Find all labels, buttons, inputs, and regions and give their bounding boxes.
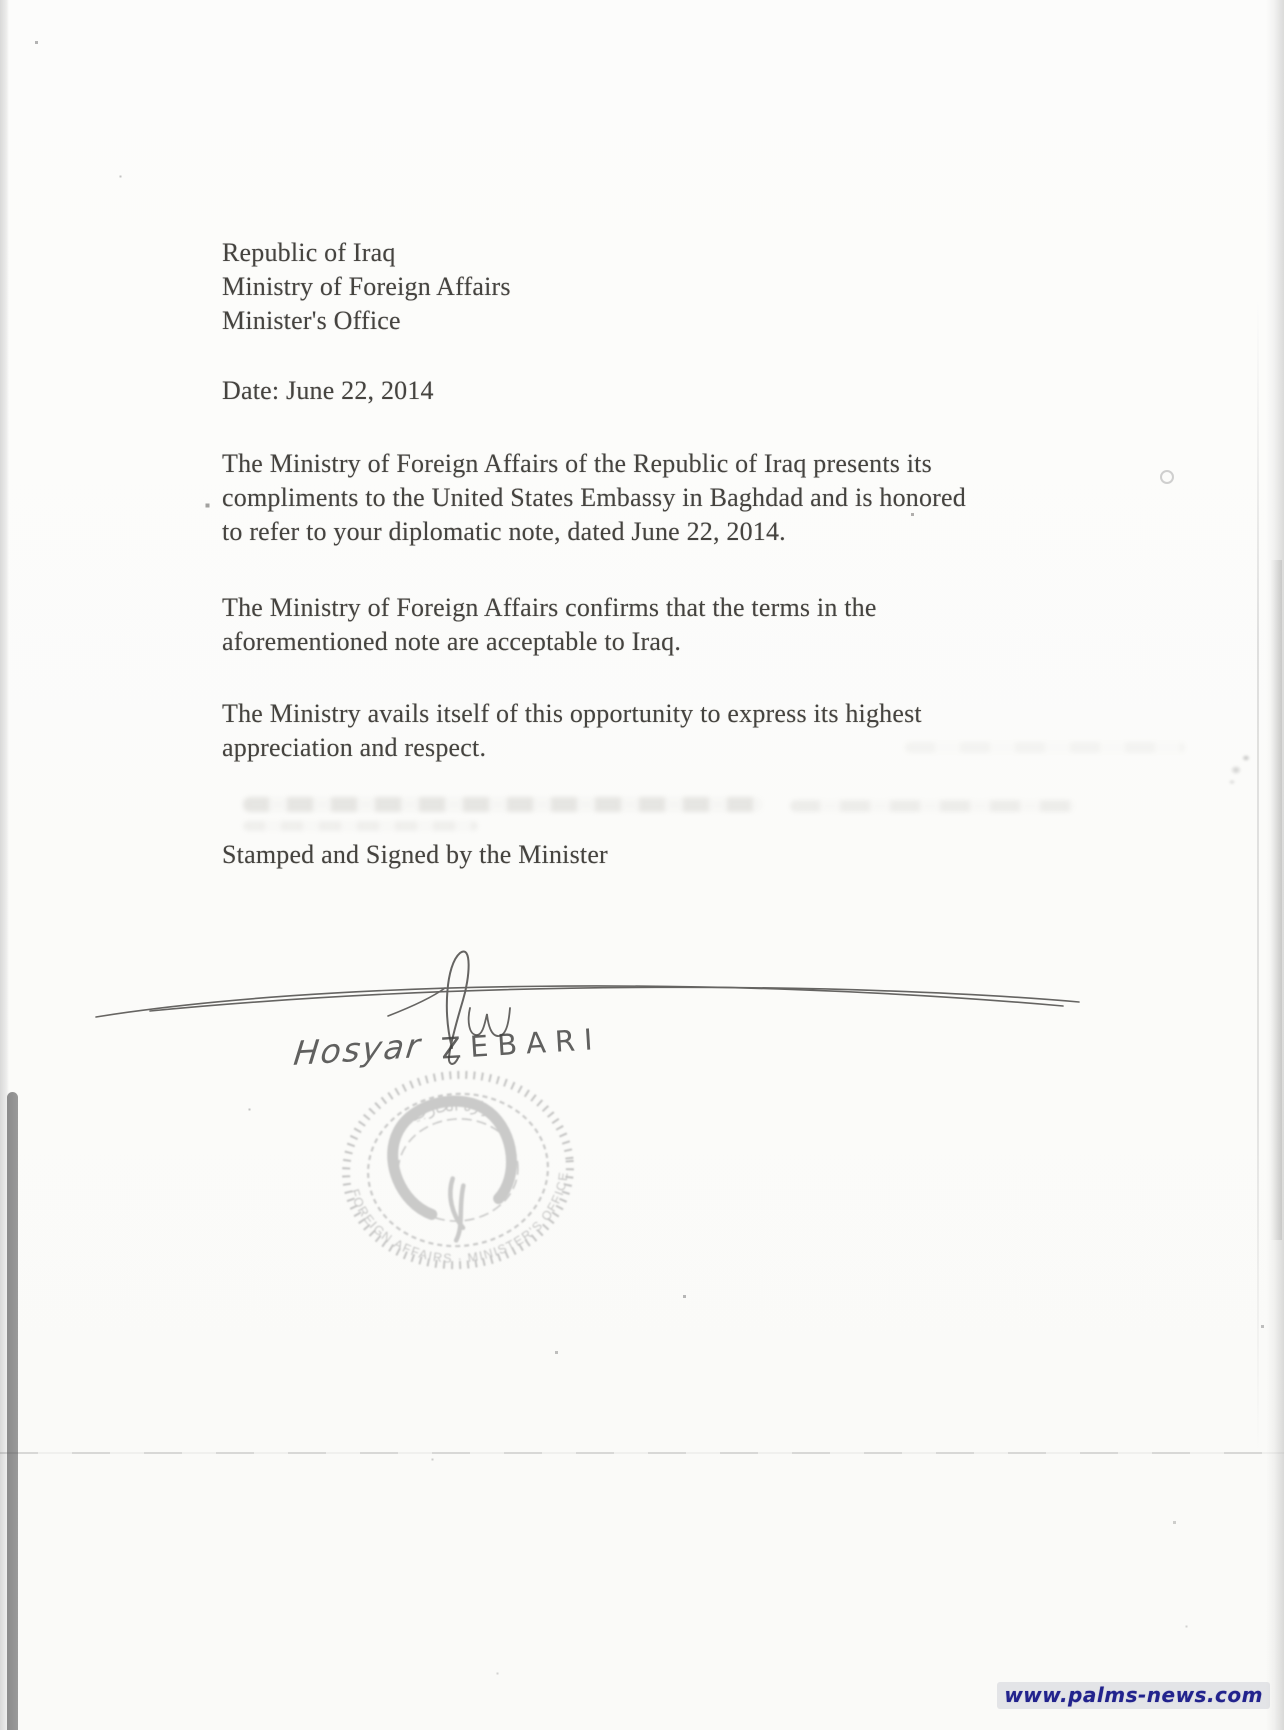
- signature-last-name: ZEBARI: [439, 1021, 603, 1066]
- bleedthrough-band: [243, 821, 478, 831]
- paragraph-line: compliments to the United States Embassy in Baghdad and is honored: [222, 483, 966, 512]
- stamp-emblem-figure: [449, 1178, 468, 1241]
- signature-first-name: Hosyar: [291, 1025, 424, 1073]
- signature-flourish-line: [96, 986, 1063, 1017]
- paragraph-closing-courtesy: [222, 697, 922, 765]
- stamp-inner-ring: [394, 1114, 522, 1226]
- scan-speckles: [0, 0, 1, 1]
- watermark-url: www.palms-news.com: [997, 1682, 1270, 1709]
- paragraph-line: aforementioned note are acceptable to Iraq.: [222, 627, 682, 656]
- paragraph-line: appreciation and respect.: [222, 733, 487, 762]
- handwritten-signature-name: [293, 1019, 602, 1071]
- stamp-ring-text-bottom: FOREIGN AFFAIRS · MINISTER'S OFFICE: [347, 1170, 571, 1266]
- closing-line: Stamped and Signed by the Minister: [222, 840, 608, 869]
- stamp-emblem-arch: [388, 1096, 515, 1217]
- horizontal-crease-line: [0, 1452, 1284, 1454]
- bleedthrough-band: [243, 797, 763, 812]
- paragraph-line: The Ministry avails itself of this opportunity to express its highest: [222, 699, 922, 728]
- date-line: Date: June 22, 2014: [222, 376, 434, 405]
- letterhead-line-ministry: Ministry of Foreign Affairs: [222, 272, 511, 301]
- vertical-fold-line: [1257, 300, 1259, 1460]
- svg-text:وزارة الخارجية: [402, 1093, 503, 1128]
- scan-edge-right-shadow: [1270, 560, 1282, 1240]
- official-stamp: [338, 1066, 578, 1275]
- paragraph-line: to refer to your diplomatic note, dated June 22, 2014.: [222, 517, 786, 546]
- pencil-smudge: [1228, 752, 1254, 786]
- ring-speck: [1160, 470, 1174, 484]
- paragraph-compliments: [222, 447, 966, 549]
- scan-edge-left-dark-bar: [7, 1092, 18, 1730]
- svg-text:FOREIGN AFFAIRS · MINISTER'S O: [347, 1169, 578, 1275]
- stamp-ring-text-top: وزارة الخارجية: [402, 1096, 501, 1128]
- stamp-outer-ring: [338, 1066, 578, 1275]
- stamp-middle-ring: [362, 1086, 555, 1253]
- bleedthrough-band: [905, 742, 1185, 753]
- paragraph-line: The Ministry of Foreign Affairs confirms that the terms in the: [222, 593, 877, 622]
- letterhead: [222, 236, 511, 338]
- paragraph-line: The Ministry of Foreign Affairs of the Republic of Iraq presents its: [222, 449, 932, 478]
- bleedthrough-band: [790, 800, 1075, 812]
- letterhead-line-country: Republic of Iraq: [222, 238, 396, 267]
- paragraph-confirmation: [222, 591, 877, 659]
- signature-flourish-line: [150, 987, 1079, 1011]
- letterhead-line-office: Minister's Office: [222, 306, 401, 335]
- signature-lead-stroke: [388, 988, 445, 1016]
